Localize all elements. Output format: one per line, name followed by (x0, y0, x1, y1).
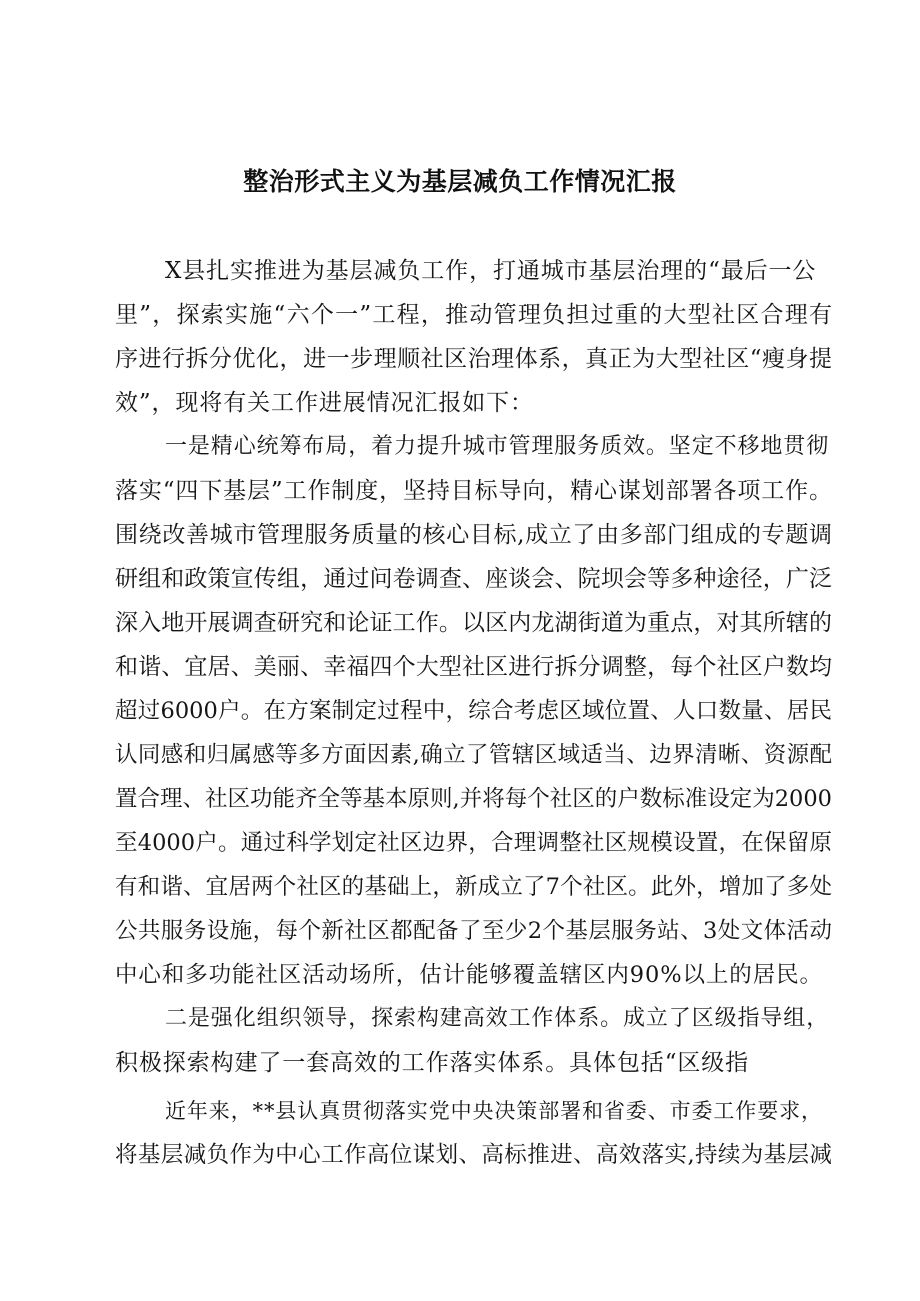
paragraph-line: 至4000户。通过科学划定社区边界，合理调整社区规模设置，在保留原 (115, 830, 832, 856)
paragraph-line: 深入地开展调查研究和论证工作。以区内龙湖街道为重点，对其所辖的 (115, 610, 832, 636)
paragraph-line: 落实“四下基层”工作制度，坚持目标导向，精心谋划部署各项工作。 (115, 478, 832, 504)
paragraph-line: 近年来，**县认真贯彻落实党中央决策部署和省委、市委工作要求， (165, 1099, 823, 1123)
paragraph-line: 置合理、社区功能齐全等基本原则,并将每个社区的户数标准设定为2000 (115, 786, 832, 812)
paragraph-line: 公共服务设施，每个新社区都配备了至少2个基层服务站、3处文体活动 (115, 918, 832, 944)
document-title: 整治形式主义为基层减负工作情况汇报 (243, 167, 677, 196)
paragraph-line: 效”，现将有关工作进展情况汇报如下： (115, 390, 534, 416)
paragraph-line: 认同感和归属感等多方面因素,确立了管辖区域适当、边界清晰、资源配 (115, 742, 832, 768)
paragraph-line: 里”，探索实施“六个一”工程，推动管理负担过重的大型社区合理有 (115, 302, 832, 328)
paragraph-line: 围绕改善城市管理服务质量的核心目标,成立了由多部门组成的专题调 (115, 522, 832, 548)
paragraph-line: 有和谐、宜居两个社区的基础上，新成立了7个社区。此外，增加了多处 (115, 874, 832, 900)
paragraph-line: 积极探索构建了一套高效的工作落实体系。具体包括“区级指 (115, 1050, 750, 1076)
paragraph-line: 序进行拆分优化，进一步理顺社区治理体系，真正为大型社区“瘦身提 (115, 346, 832, 372)
paragraph-line: 超过6000户。在方案制定过程中，综合考虑区域位置、人口数量、居民 (115, 698, 832, 724)
paragraph-line: 二是强化组织领导，探索构建高效工作体系。成立了区级指导组， (165, 1006, 830, 1031)
paragraph-line: 中心和多功能社区活动场所，估计能够覆盖辖区内90%以上的居民。 (115, 962, 823, 988)
paragraph-line: 和谐、宜居、美丽、幸福四个大型社区进行拆分调整，每个社区户数均 (115, 654, 832, 680)
paragraph-line: 将基层减负作为中心工作高位谋划、高标推进、高效落实,持续为基层减 (115, 1142, 832, 1168)
paragraph-line: 一是精心统筹布局，着力提升城市管理服务质效。坚定不移地贯彻 (165, 434, 830, 459)
paragraph-line: X县扎实推进为基层减负工作，打通城市基层治理的“最后一公 (165, 258, 817, 284)
paragraph-line: 研组和政策宣传组，通过问卷调查、座谈会、院坝会等多种途径，广泛 (115, 566, 832, 592)
